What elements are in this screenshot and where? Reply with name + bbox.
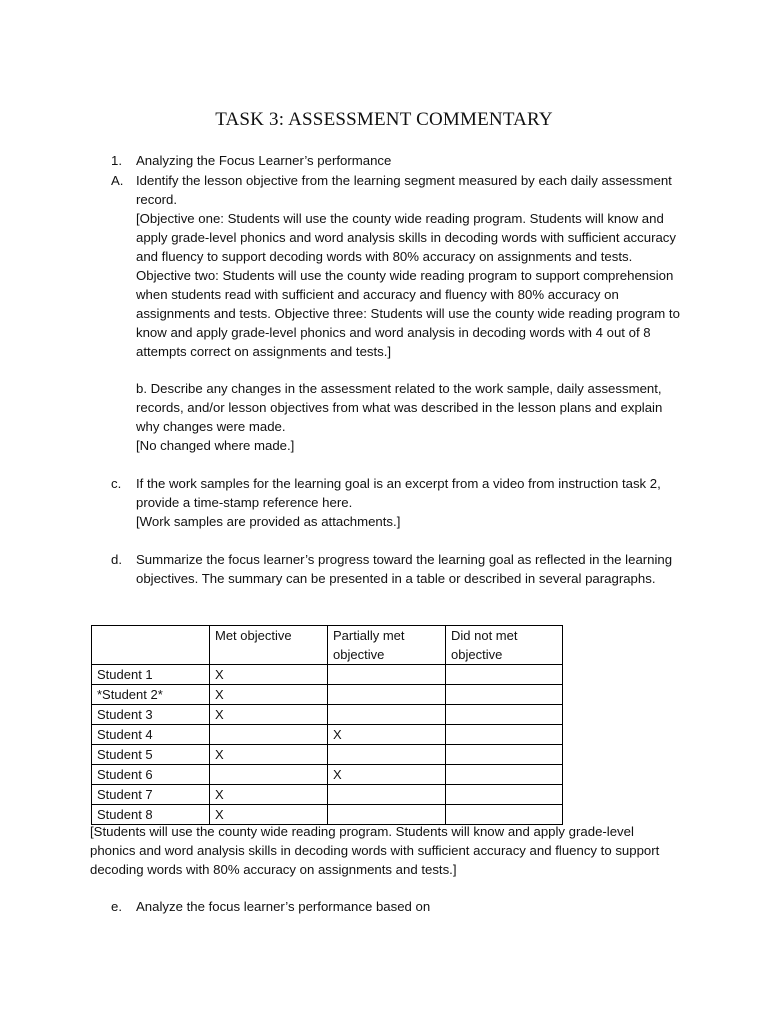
table-cell: Student 1 — [92, 665, 210, 685]
table-header-row — [92, 626, 563, 665]
table-cell — [328, 705, 446, 725]
section-a — [136, 171, 684, 361]
section-b-response: [No changed where made.] — [136, 438, 295, 453]
table-header-cell: Did not met objective — [446, 626, 563, 665]
section-a-response: [Objective one: Students will use the county wide reading program. Students will know and apply grade-level phonics and word analysis skills in decoding words with sufficient accuracy and fluency to support decoding words with 80% accuracy on assignments and tests. Objective two: Students will use the county wide reading program to support comprehension when students read with sufficient and accuracy and fluency with 80% accuracy on assignments and tests. Objective three: Students will use the county wide reading program to know and apply grade-level phonics and word analysis in decoding words with 4 out of 8 attempts correct on assignments and tests.] — [136, 211, 680, 359]
table-row — [92, 665, 563, 685]
table-cell — [446, 665, 563, 685]
table-cell: X — [328, 725, 446, 745]
table-cell: X — [210, 805, 328, 825]
section-c-response: [Work samples are provided as attachments.] — [136, 514, 401, 529]
table-cell — [446, 725, 563, 745]
table-cell — [446, 705, 563, 725]
table-cell: *Student 2* — [92, 685, 210, 705]
table-cell — [210, 765, 328, 785]
table-cell — [446, 765, 563, 785]
list-marker-a: A. — [111, 173, 124, 188]
table-cell — [328, 665, 446, 685]
section-a-prompt: Identify the lesson objective from the learning segment measured by each daily assessment record. — [136, 173, 672, 207]
table-cell: Student 6 — [92, 765, 210, 785]
objective-table-wrapper — [91, 625, 563, 825]
table-cell — [328, 785, 446, 805]
objective-table — [91, 625, 563, 825]
page-title: TASK 3: ASSESSMENT COMMENTARY — [215, 109, 553, 130]
table-cell — [210, 725, 328, 745]
table-cell: X — [210, 685, 328, 705]
section-c-prompt: If the work samples for the learning goal is an excerpt from a video from instruction task 2, provide a time-stamp reference here. — [136, 476, 661, 510]
table-cell: Student 7 — [92, 785, 210, 805]
table-header-cell: Partially met objective — [328, 626, 446, 665]
table-row — [92, 765, 563, 785]
section-d-prompt: Summarize the focus learner’s progress toward the learning goal as reflected in the learning objectives. The summary can be presented in a table or described in several paragraphs. — [136, 552, 673, 586]
table-row — [92, 685, 563, 705]
table-cell: Student 3 — [92, 705, 210, 725]
table-row — [92, 785, 563, 805]
table-row — [92, 725, 563, 745]
table-cell: Student 8 — [92, 805, 210, 825]
list-marker-c: c. — [111, 476, 122, 491]
table-cell: X — [328, 765, 446, 785]
table-cell: Student 4 — [92, 725, 210, 745]
table-cell: X — [210, 745, 328, 765]
table-cell — [446, 685, 563, 705]
section-b — [136, 379, 684, 455]
table-cell: X — [210, 665, 328, 685]
list-marker-e: e. — [111, 899, 122, 914]
table-cell — [328, 685, 446, 705]
section-e-prompt: Analyze the focus learner’s performance based on — [136, 899, 431, 914]
table-cell — [446, 785, 563, 805]
table-note: [Students will use the county wide reading program. Students will know and apply grade-level phonics and word analysis skills in decoding words with sufficient accuracy and fluency to support decoding words with 80% accuracy on assignments and tests.] — [90, 824, 660, 877]
table-cell: X — [210, 705, 328, 725]
section-1-heading: Analyzing the Focus Learner’s performance — [136, 153, 392, 168]
table-cell: X — [210, 785, 328, 805]
section-c — [136, 474, 684, 531]
table-cell: Student 5 — [92, 745, 210, 765]
table-header-cell: Met objective — [210, 626, 328, 665]
table-cell — [446, 745, 563, 765]
table-row — [92, 745, 563, 765]
table-cell — [328, 745, 446, 765]
list-marker-d: d. — [111, 552, 122, 567]
table-row — [92, 705, 563, 725]
list-marker-1: 1. — [111, 153, 122, 168]
section-b-prompt: b. Describe any changes in the assessment related to the work sample, daily assessment, records, and/or lesson objectives from what was described in the lesson plans and explain why changes were made. — [136, 381, 663, 434]
table-header-cell — [92, 626, 210, 665]
